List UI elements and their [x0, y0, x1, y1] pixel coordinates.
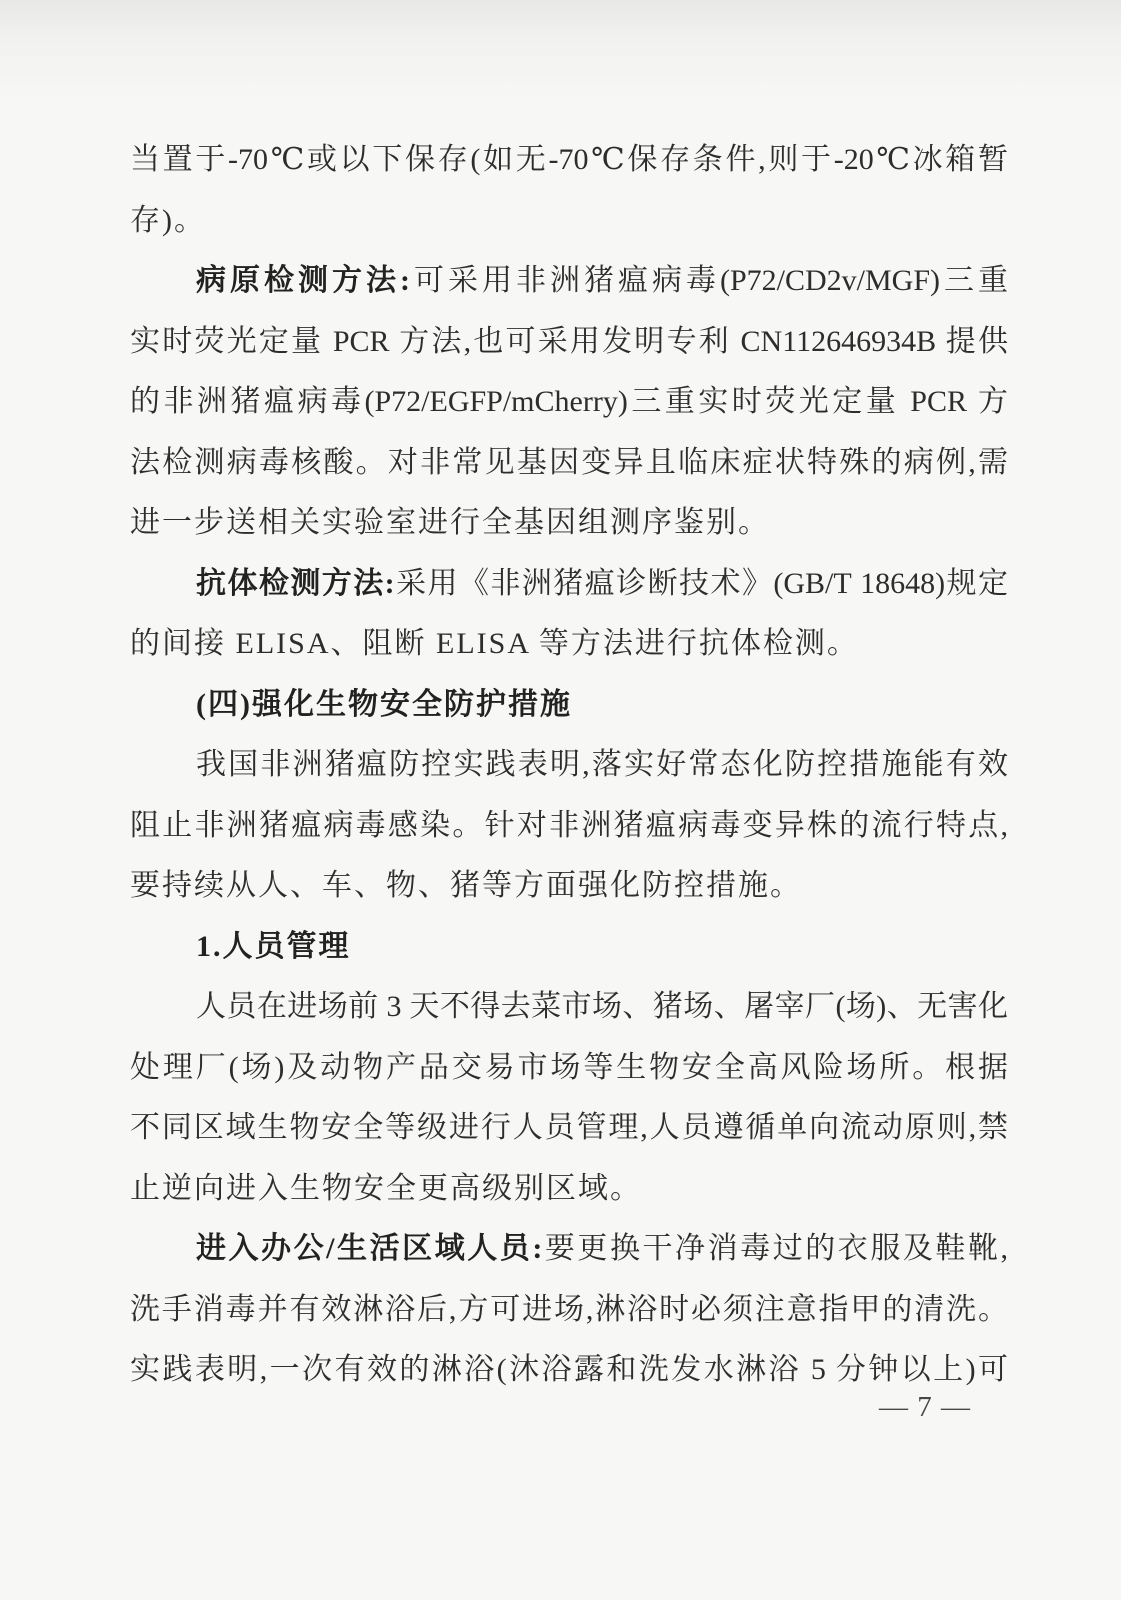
text-line [130, 1280, 1008, 1341]
text-segment: 洗手消毒并有效淋浴后,方可进场,淋浴时必须注意指甲的清洗。 [130, 1292, 1008, 1326]
page-number: — 7 — [879, 1391, 971, 1423]
text-segment: 存)。 [130, 203, 206, 237]
text-line [130, 796, 1008, 857]
bold-lead-segment: 进入办公/生活区域人员: [196, 1232, 543, 1265]
text-line [130, 130, 1008, 191]
text-block [130, 130, 1008, 1401]
text-segment: 采用《非洲猪瘟诊断技术》(GB/T 18648)规定 [394, 566, 1008, 600]
text-segment: 止逆向进入生物安全更高级别区域。 [130, 1171, 642, 1205]
text-line [130, 675, 1008, 736]
text-segment: 的间接 ELISA、阻断 ELISA 等方法进行抗体检测。 [130, 627, 859, 660]
bold-lead-segment: 抗体检测方法: [196, 566, 395, 600]
text-segment: 的非洲猪瘟病毒(P72/EGFP/mCherry)三重实时荧光定量 PCR 方 [130, 385, 1008, 418]
text-line [130, 1098, 1008, 1159]
text-line [130, 554, 1008, 615]
scan-noise-band [0, 0, 1121, 110]
text-line [130, 191, 1008, 252]
bold-lead-segment: 1.人员管理 [196, 929, 351, 963]
text-line [130, 1038, 1008, 1099]
text-segment: 实践表明,一次有效的淋浴(沐浴露和洗发水淋浴 5 分钟以上)可 [130, 1353, 1008, 1386]
text-line [130, 1219, 1008, 1280]
text-segment: 可采用非洲猪瘟病毒(P72/CD2v/MGF)三重 [409, 264, 1008, 297]
text-segment: 要持续从人、车、物、猪等方面强化防控措施。 [130, 869, 802, 902]
text-line [130, 917, 1008, 978]
bold-lead-segment: 病原检测方法: [196, 264, 410, 297]
text-line [130, 251, 1008, 312]
text-segment: 不同区域生物安全等级进行人员管理,人员遵循单向流动原则,禁 [130, 1111, 1008, 1144]
text-line [130, 493, 1008, 554]
text-line [130, 614, 1008, 675]
text-line [130, 856, 1008, 917]
text-segment: 要更换干净消毒过的衣服及鞋靴, [542, 1232, 1009, 1265]
bold-lead-segment: (四)强化生物安全防护措施 [196, 687, 572, 721]
text-segment: 阻止非洲猪瘟病毒感染。针对非洲猪瘟病毒变异株的流行特点, [130, 808, 1008, 842]
text-segment: 我国非洲猪瘟防控实践表明,落实好常态化防控措施能有效 [196, 748, 1008, 781]
text-line [130, 1159, 1008, 1220]
text-segment: 处理厂(场)及动物产品交易市场等生物安全高风险场所。根据 [130, 1050, 1008, 1084]
text-segment: 法检测病毒核酸。对非常见基因变异且临床症状特殊的病例,需 [130, 445, 1008, 479]
text-segment: 进一步送相关实验室进行全基因组测序鉴别。 [130, 506, 770, 539]
text-segment: 当置于-70℃或以下保存(如无-70℃保存条件,则于-20℃冰箱暂 [130, 143, 1008, 176]
text-line [130, 312, 1008, 373]
text-line [130, 372, 1008, 433]
text-segment: 人员在进场前 3 天不得去菜市场、猪场、屠宰厂(场)、无害化 [196, 990, 1008, 1023]
text-line [130, 977, 1008, 1038]
text-segment: 实时荧光定量 PCR 方法,也可采用发明专利 CN112646934B 提供 [130, 324, 1008, 358]
text-line [130, 433, 1008, 494]
text-line [130, 735, 1008, 796]
